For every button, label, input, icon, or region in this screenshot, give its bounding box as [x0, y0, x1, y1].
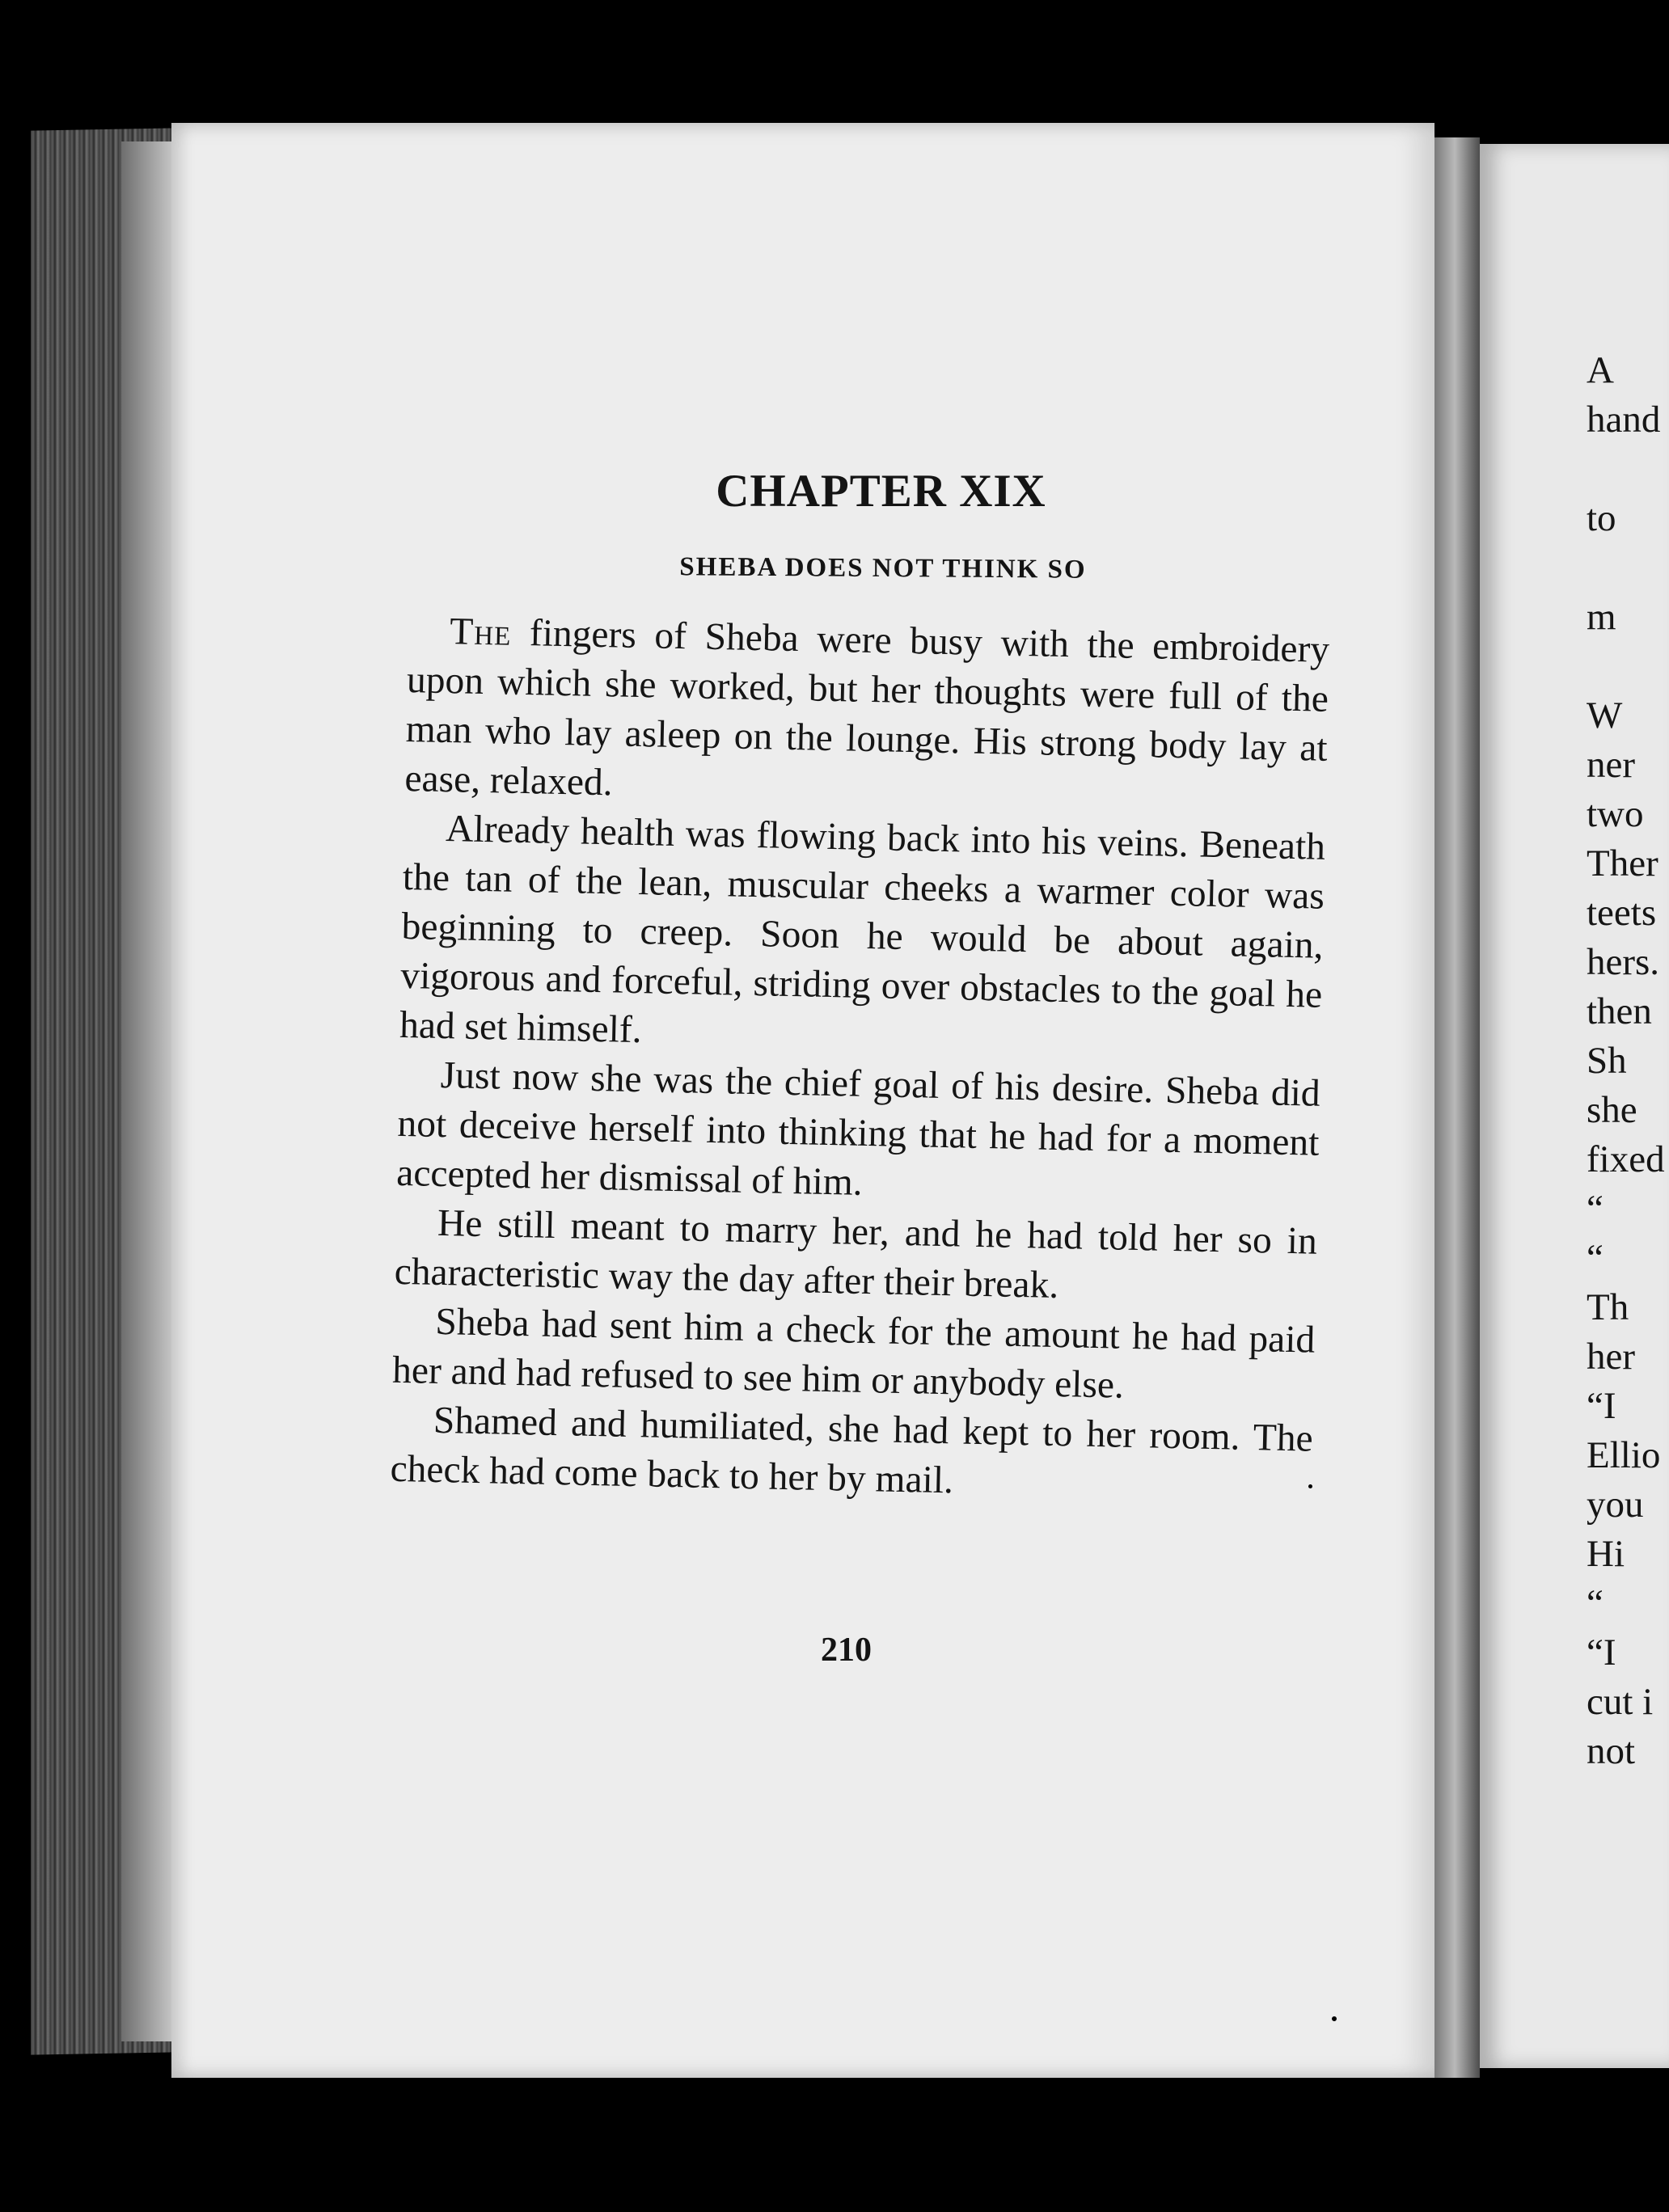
- paragraph-text: fingers of Sheba were busy with the embroidery upon which she worked, but her thoughts were full of the man who lay asleep on the lounge. His strong body lay at ease, relaxed.: [404, 611, 1330, 804]
- chapter-body: [390, 606, 1330, 1513]
- facing-page-line: Ellio: [1587, 1434, 1661, 1476]
- facing-page-line: A: [1587, 349, 1614, 391]
- facing-page-line: “: [1587, 1237, 1604, 1279]
- facing-page-line: two: [1587, 793, 1644, 835]
- facing-page-line: Sh: [1587, 1040, 1627, 1082]
- paragraph: Shamed and humiliated, she had kept to her room. The check had come back to her by mail.: [390, 1399, 1314, 1502]
- facing-page-line: she: [1587, 1089, 1637, 1131]
- facing-page-line: [1587, 642, 1669, 691]
- dust-speck: [1332, 2016, 1337, 2021]
- dust-speck: [1308, 1484, 1312, 1488]
- facing-page-line: her: [1587, 1336, 1636, 1378]
- facing-page-line: “I: [1587, 1385, 1616, 1427]
- book-gutter: [1434, 137, 1480, 2078]
- chapter-title: CHAPTER XIX: [716, 466, 1046, 517]
- facing-page-line: hand: [1587, 399, 1661, 441]
- facing-page-line: “: [1587, 1188, 1604, 1230]
- facing-page-line: then: [1587, 990, 1652, 1032]
- facing-page-line: [1587, 543, 1669, 593]
- facing-page-line: ner: [1587, 744, 1636, 786]
- facing-page-line: “: [1587, 1582, 1604, 1624]
- book-page-edges-inner: [121, 141, 178, 2041]
- chapter-subtitle: SHEBA DOES NOT THINK SO: [679, 552, 1087, 585]
- facing-page-line: Hi: [1587, 1533, 1625, 1575]
- facing-page-line: Th: [1587, 1286, 1629, 1328]
- paragraph: Already health was flowing back into his veins. Beneath the tan of the lean, muscular cheeks a warmer color was beginning to creep. Soon he would be about again, vigorous and forceful, striding over obstacles to the goal he had set himself.: [399, 808, 1326, 1052]
- facing-page-line: hers.: [1587, 941, 1660, 983]
- paragraph: [404, 606, 1330, 823]
- facing-page-line: [1587, 445, 1669, 494]
- page-number: 210: [821, 1632, 872, 1669]
- facing-page-line: you: [1587, 1484, 1644, 1526]
- facing-page-line: fixed: [1587, 1138, 1665, 1180]
- facing-page-line: not: [1587, 1730, 1636, 1772]
- facing-page-line: teets: [1587, 892, 1657, 934]
- paragraph: He still meant to marry her, and he had told her so in characteristic way the day after their break.: [394, 1201, 1318, 1307]
- facing-page-line: W: [1587, 694, 1623, 737]
- paragraph-first-word: The: [449, 610, 512, 654]
- facing-page-text: [1587, 346, 1669, 1776]
- paragraph: Sheba had sent him a check for the amount he had paid her and had refused to see him or anybody else.: [391, 1300, 1316, 1407]
- facing-page-line: Ther: [1587, 842, 1658, 884]
- facing-page-line: “I: [1587, 1632, 1616, 1674]
- facing-page-line: to: [1587, 497, 1616, 539]
- facing-page-line: m: [1587, 596, 1616, 638]
- paragraph: Just now she was the chief goal of his desire. Sheba did not deceive herself into thinking that he had for a moment accepted her dismissal of him.: [395, 1053, 1321, 1204]
- facing-page-line: cut i: [1587, 1681, 1654, 1723]
